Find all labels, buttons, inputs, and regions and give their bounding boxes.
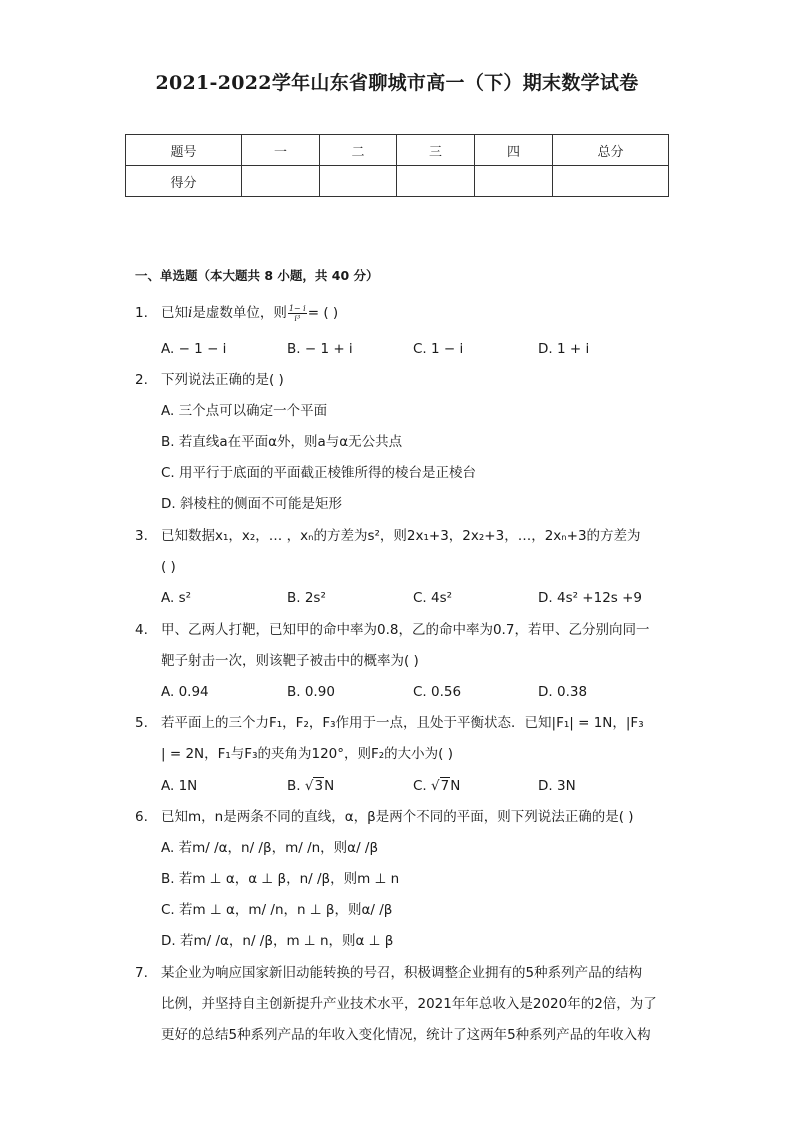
option-d[interactable]: D. 若m/ /α，n/ /β，m ⊥ n，则α ⊥ β [161, 933, 394, 949]
question-number: 7. [135, 965, 148, 981]
option-d[interactable]: D. 4s² +12s +9 [538, 590, 643, 606]
option-b[interactable]: B. − 1 + i [287, 341, 353, 357]
question-text: 靶子射击一次，则该靶子被击中的概率为( ) [161, 653, 419, 669]
question-text: ( ) [161, 559, 176, 575]
option-a[interactable]: A. 0.94 [161, 684, 209, 700]
option-a[interactable]: A. 三个点可以确定一个平面 [161, 403, 328, 419]
question-text: | = 2N，F₁与F₃的夹角为120°，则F₂的大小为( ) [161, 746, 454, 762]
option-d[interactable]: D. 1 + i [538, 341, 590, 357]
question-text: 已知m，n是两条不同的直线，α，β是两个不同的平面，则下列说法正确的是( ) [161, 809, 634, 825]
table-cell: 四 [475, 135, 553, 166]
option-c[interactable]: C. 若m ⊥ α，m/ /n，n ⊥ β，则α/ /β [161, 902, 393, 918]
question-text: 若平面上的三个力F₁，F₂，F₃作用于一点，且处于平衡状态．已知|F₁| = 1N，|F₃ [161, 715, 644, 731]
option-a[interactable]: A. 1N [161, 778, 198, 794]
score-input-cell[interactable] [242, 166, 320, 197]
question-text: 甲、乙两人打靶，已知甲的命中率为0.8，乙的命中率为0.7，若甲、乙分别向同一 [161, 622, 650, 638]
table-cell: 得分 [126, 166, 242, 197]
option-c[interactable]: C. 用平行于底面的平面截正棱锥所得的棱台是正棱台 [161, 465, 477, 481]
option-b[interactable]: B. 2s² [287, 590, 326, 606]
question-text: 更好的总结5种系列产品的年收入变化情况，统计了这两年5种系列产品的年收入构 [161, 1027, 651, 1043]
table-cell: 三 [397, 135, 475, 166]
option-a[interactable]: A. s² [161, 590, 192, 606]
option-a[interactable]: A. − 1 − i [161, 341, 227, 357]
option-c[interactable]: C. 1 − i [413, 341, 464, 357]
table-cell: 总分 [553, 135, 669, 166]
score-input-cell[interactable] [475, 166, 553, 197]
table-cell: 题号 [126, 135, 242, 166]
section-heading: 一、单选题（本大题共 8 小题，共 40 分） [135, 268, 379, 283]
question-number: 6. [135, 809, 148, 825]
option-b[interactable]: B. 若直线a在平面α外，则a与α无公共点 [161, 434, 403, 450]
question-number: 1. [135, 305, 148, 321]
score-table-header-row [126, 135, 669, 166]
score-table-score-row [126, 166, 669, 197]
question-number: 5. [135, 715, 148, 731]
option-a[interactable]: A. 若m/ /α，n/ /β，m/ /n，则α/ /β [161, 840, 379, 856]
fraction: $\frac{1- i}{\text{i³}}$ [288, 303, 306, 323]
option-d[interactable]: D. 0.38 [538, 684, 588, 700]
question-text: 已知数据x₁，x₂，… ，xₙ的方差为s²，则2x₁+3，2x₂+3，…，2xₙ+3的方差为 [161, 528, 641, 544]
option-c[interactable]: C. √7N [413, 778, 461, 794]
score-input-cell[interactable] [553, 166, 669, 197]
option-c[interactable]: C. 4s² [413, 590, 453, 606]
option-b[interactable]: B. 若m ⊥ α，α ⊥ β，n/ /β，则m ⊥ n [161, 871, 400, 887]
score-input-cell[interactable] [320, 166, 397, 197]
option-b[interactable]: B. 0.90 [287, 684, 335, 700]
score-table [125, 134, 669, 197]
question-text: 下列说法正确的是( ) [161, 372, 284, 388]
question-number: 2. [135, 372, 148, 388]
question-number: 3. [135, 528, 148, 544]
option-c[interactable]: C. 0.56 [413, 684, 462, 700]
option-d[interactable]: D. 斜棱柱的侧面不可能是矩形 [161, 496, 342, 512]
table-cell: 二 [320, 135, 397, 166]
question-number: 4. [135, 622, 148, 638]
question-text: 比例，并坚持自主创新提升产业技术水平，2021年年总收入是2020年的2倍，为了 [161, 996, 657, 1012]
question-text: 某企业为响应国家新旧动能转换的号召，积极调整企业拥有的5种系列产品的结构 [161, 965, 643, 981]
score-input-cell[interactable] [397, 166, 475, 197]
page-title: 2021-2022学年山东省聊城市高一（下）期末数学试卷 [155, 72, 639, 94]
option-b[interactable]: B. √3N [287, 778, 335, 794]
option-d[interactable]: D. 3N [538, 778, 576, 794]
table-cell: 一 [242, 135, 320, 166]
question-text: 已知i是虚数单位，则 $\frac{1- i}{\text{i³}}$ = ( ) [161, 303, 339, 323]
